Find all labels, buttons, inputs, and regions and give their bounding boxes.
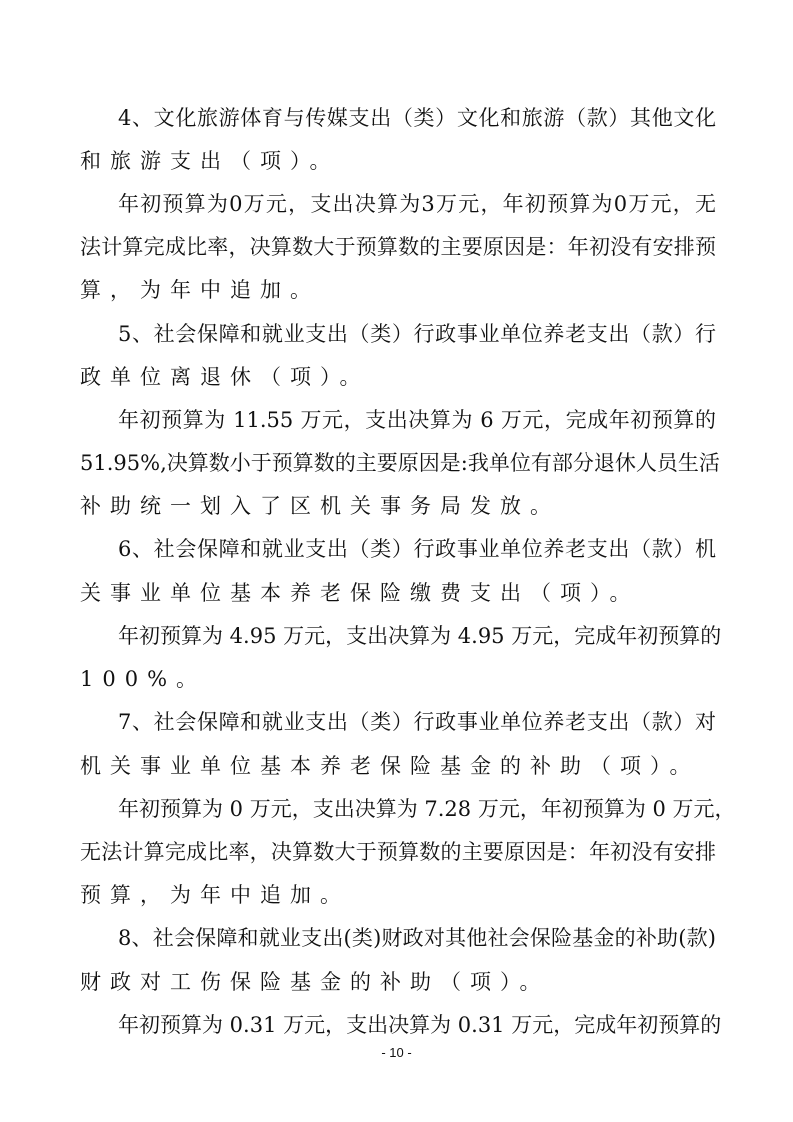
text-line: 和旅游支出（项）。 <box>80 149 340 173</box>
text-line: 机关事业单位基本养老保险基金的补助（项）。 <box>80 754 700 778</box>
text-line: 年初预算为 0 万元，支出决算为 7.28 万元，年初预算为 0 万元， <box>118 797 736 821</box>
text-line: 8、社会保障和就业支出(类)财政对其他社会保险基金的补助(款) <box>118 926 716 950</box>
text-line: 法计算完成比率，决算数大于预算数的主要原因是：年初没有安排预 <box>80 235 716 259</box>
text-line: 7、社会保障和就业支出（类）行政事业单位养老支出（款）对 <box>118 710 716 734</box>
text-line: 无法计算完成比率，决算数大于预算数的主要原因是：年初没有安排 <box>80 840 716 864</box>
text-line: 预算，为年中追加。 <box>80 883 350 907</box>
text-line: 补助统一划入了区机关事务局发放。 <box>80 494 560 518</box>
text-line: 年初预算为0万元，支出决算为3万元，年初预算为0万元，无 <box>118 192 716 216</box>
text-line: 年初预算为 0.31 万元，支出决算为 0.31 万元，完成年初预算的 <box>118 1013 722 1037</box>
text-line: 51.95%,决算数小于预算数的主要原因是:我单位有部分退休人员生活 <box>80 451 720 475</box>
page-number: - 10 - <box>381 1045 412 1060</box>
text-line: 年初预算为 11.55 万元，支出决算为 6 万元，完成年初预算的 <box>118 408 716 432</box>
text-line: 6、社会保障和就业支出（类）行政事业单位养老支出（款）机 <box>118 537 716 561</box>
text-line: 关事业单位基本养老保险缴费支出（项）。 <box>80 581 640 605</box>
text-line: 政单位离退休（项）。 <box>80 365 370 389</box>
text-line: 财政对工伤保险基金的补助（项）。 <box>80 970 550 994</box>
text-line: 年初预算为 4.95 万元，支出决算为 4.95 万元，完成年初预算的 <box>118 624 722 648</box>
text-line: 算，为年中追加。 <box>80 278 320 302</box>
text-line: 4、文化旅游体育与传媒支出（类）文化和旅游（款）其他文化 <box>118 106 716 130</box>
text-line: 100%。 <box>80 667 207 691</box>
text-line: 5、社会保障和就业支出（类）行政事业单位养老支出（款）行 <box>118 322 716 346</box>
